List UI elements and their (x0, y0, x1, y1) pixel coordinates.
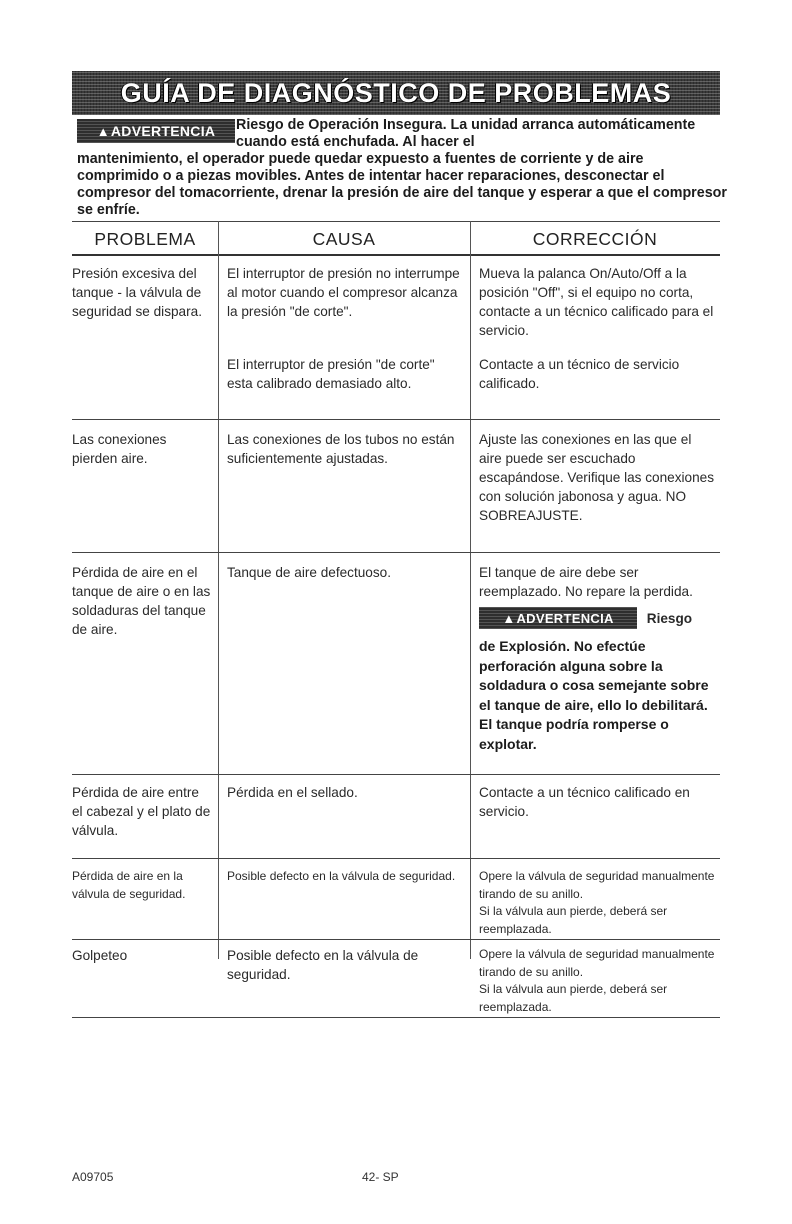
row1-problema: Presión excesiva del tanque - la válvula de seguridad se dispara. (72, 266, 202, 319)
row6-causa: Posible defecto en la válvula de seguridad. (227, 948, 419, 982)
row2-problema: Las conexiones pierden aire. (72, 432, 167, 466)
row5-correccion (479, 868, 715, 938)
header-problema: PROBLEMA (94, 229, 196, 249)
table-bottom-rule (72, 1017, 720, 1018)
page-number: 42- SP (362, 1170, 399, 1184)
column-divider-1 (218, 221, 219, 959)
row1-correccion2: Contacte a un técnico de servicio calificado. (479, 357, 680, 391)
warning-triangle-icon: ▲ (502, 610, 516, 626)
row4-causa: Pérdida en el sellado. (227, 785, 358, 800)
inline-warning (479, 607, 715, 629)
warning-rest: mantenimiento, el operador puede quedar expuesto a fuentes de corriente y de aire comprimido o a piezas movibles. Antes de intentar hacer reparaciones, desconectar el compresor del tomacorriente, drenar la presión de aire del tanque y esperar a que el compresor se enfríe. (77, 151, 727, 218)
row1-correccion1: Mueva la palanca On/Auto/Off a la posición "Off", si el equipo no corta, contacte a un técnico calificado para el servicio. (479, 266, 714, 338)
troubleshooting-table (72, 221, 720, 1014)
warning-badge (77, 119, 235, 143)
footer-code: A09705 (72, 1170, 114, 1184)
row2-causa: Las conexiones de los tubos no están suficientemente ajustadas. (227, 432, 455, 466)
column-divider-2 (470, 221, 471, 959)
row5-problema: Pérdida de aire en la válvula de seguridad. (72, 869, 186, 901)
row5-correccion-2: Si la válvula aun pierde, deberá ser reemplazada. (479, 904, 668, 936)
warning-badge-label: ADVERTENCIA (516, 610, 614, 626)
row6-correccion-1: Opere la válvula de seguridad manualmente tirando de su anillo. (479, 947, 715, 979)
title-banner (72, 71, 720, 115)
row4-problema: Pérdida de aire entre el cabezal y el plato de válvula. (72, 785, 211, 838)
page-title: GUÍA DE DIAGNÓSTICO DE PROBLEMAS (120, 77, 672, 108)
row2-correccion: Ajuste las conexiones en las que el aire puede ser escuchado escapándose. Verifique las conexiones con solución jabonosa y agua. NO SOBREAJUSTE. (479, 432, 715, 523)
row5-correccion-1: Opere la válvula de seguridad manualmente tirando de su anillo. (479, 869, 715, 901)
row-divider (72, 419, 720, 420)
row6-problema: Golpeteo (72, 948, 128, 963)
row4-correccion: Contacte a un técnico calificado en servicio. (479, 785, 690, 819)
header-correccion: CORRECCIÓN (532, 229, 658, 249)
row-divider (72, 774, 720, 775)
row6-correccion (479, 946, 715, 1016)
row3-problema: Pérdida de aire en el tanque de aire o en las soldaduras del tanque de aire. (72, 565, 211, 637)
row1-causa1: El interruptor de presión no interrumpe al motor cuando el compresor alcanza la presión "de corte". (227, 266, 460, 319)
warning-triangle-icon: ▲ (96, 123, 110, 139)
warning-badge-label: ADVERTENCIA (110, 123, 216, 139)
row3-causa: Tanque de aire defectuoso. (227, 565, 392, 580)
row1-causa2: El interruptor de presión "de corte" esta calibrado demasiado alto. (227, 357, 435, 391)
warning-first-lines: Riesgo de Operación Insegura. La unidad arranca automáticamente cuando está enchufada. Al hacer el (236, 117, 696, 150)
header-bottom-rule (72, 254, 720, 256)
inline-warning-text: de Explosión. No efectúe perforación alguna sobre la soldadura o cosa semejante sobre el tanque de aire, ello lo debilitará. El tanque podría romperse o explotar. (479, 638, 709, 752)
row-divider (72, 939, 720, 940)
header-top-rule (72, 221, 720, 222)
inline-warning-lead: Riesgo (646, 610, 693, 626)
row5-causa: Posible defecto en la válvula de seguridad. (227, 869, 456, 883)
row3-correccion-text: El tanque de aire debe ser reemplazado. No repare la perdida. (479, 565, 693, 599)
row3-correccion (479, 563, 715, 754)
warning-badge (479, 607, 637, 629)
row6-correccion-2: Si la válvula aun pierde, deberá ser reemplazada. (479, 982, 668, 1014)
row-divider (72, 552, 720, 553)
row-divider (72, 858, 720, 859)
header-causa: CAUSA (312, 229, 376, 249)
